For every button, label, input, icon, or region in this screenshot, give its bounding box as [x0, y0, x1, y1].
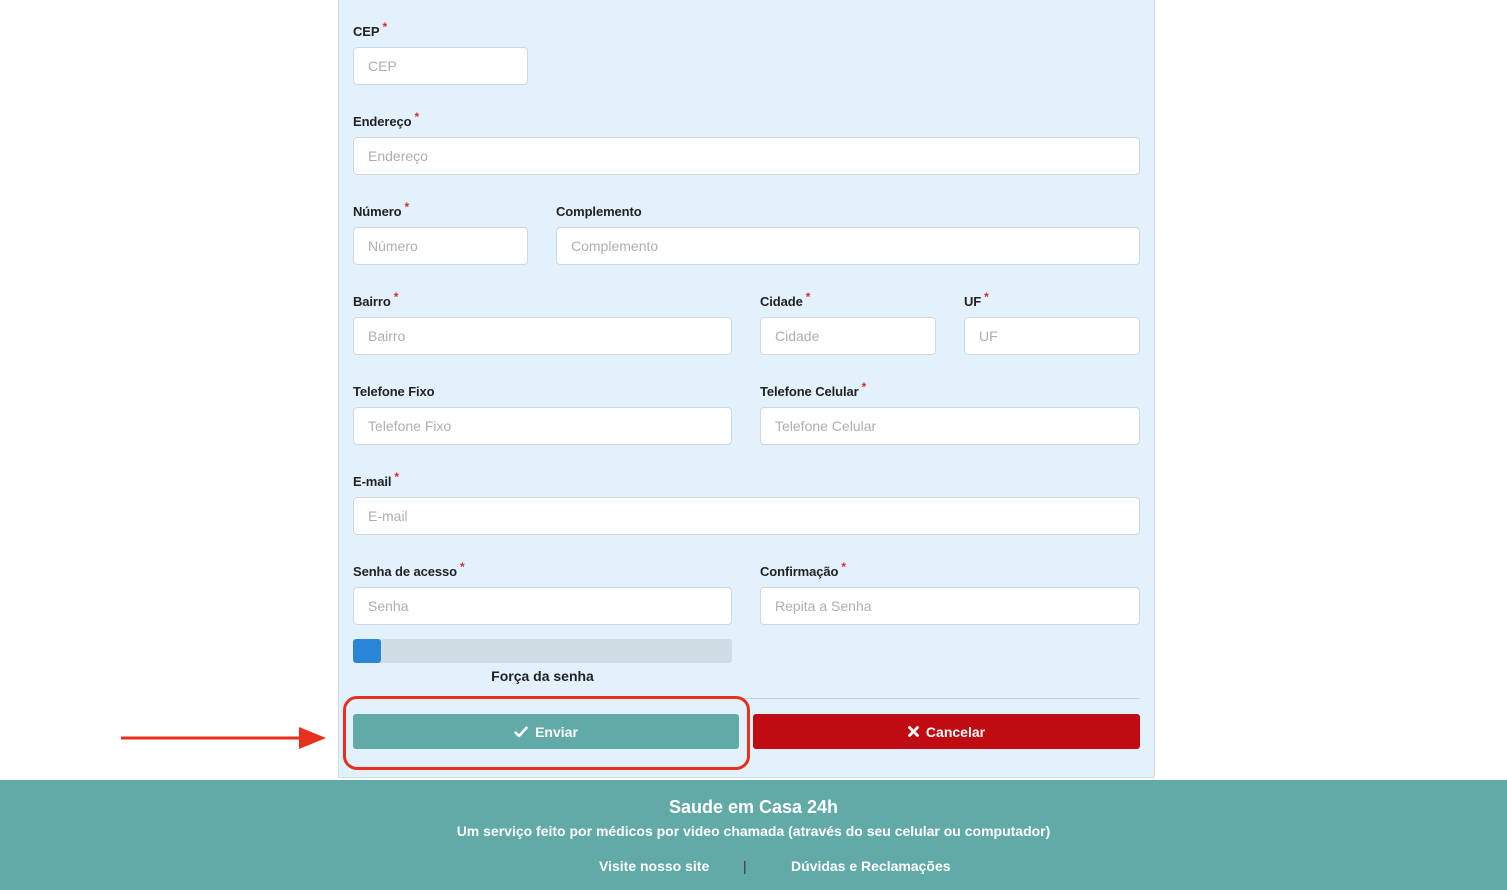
confirmacao-input[interactable]	[760, 587, 1140, 625]
telefone-celular-label: Telefone Celular *	[760, 380, 867, 399]
footer-separator: |	[743, 858, 747, 874]
footer-link-site[interactable]: Visite nosso site	[599, 858, 710, 874]
numero-input[interactable]	[353, 227, 528, 265]
telefone-fixo-input[interactable]	[353, 407, 732, 445]
numero-label: Número *	[353, 200, 410, 219]
bairro-input[interactable]	[353, 317, 732, 355]
password-strength-label: Força da senha	[491, 668, 594, 684]
annotation-arrow-icon	[121, 726, 327, 750]
complemento-input[interactable]	[556, 227, 1140, 265]
password-strength-bar	[353, 639, 732, 663]
complemento-label: Complemento	[556, 204, 642, 219]
senha-label: Senha de acesso *	[353, 560, 465, 579]
footer-subtitle: Um serviço feito por médicos por video chamada (através do seu celular ou computador)	[456, 823, 1051, 839]
divider	[353, 698, 1140, 699]
confirmacao-label: Confirmação *	[760, 560, 846, 579]
email-label: E-mail *	[353, 470, 399, 489]
cidade-label: Cidade *	[760, 290, 811, 309]
telefone-fixo-label: Telefone Fixo	[353, 384, 435, 399]
endereco-input[interactable]	[353, 137, 1140, 175]
cancelar-button[interactable]	[753, 714, 1140, 749]
check-icon	[514, 726, 528, 738]
close-icon	[908, 726, 919, 737]
cep-input[interactable]	[353, 47, 528, 85]
cidade-input[interactable]	[760, 317, 936, 355]
footer	[0, 780, 1507, 890]
email-input[interactable]	[353, 497, 1140, 535]
endereco-label: Endereço *	[353, 110, 420, 129]
enviar-button[interactable]	[353, 714, 739, 749]
bairro-label: Bairro *	[353, 290, 399, 309]
password-strength-fill	[353, 639, 381, 663]
enviar-button-label: Enviar	[535, 723, 578, 740]
footer-title: Saude em Casa 24h	[668, 797, 839, 817]
uf-input[interactable]	[964, 317, 1140, 355]
uf-label: UF *	[964, 290, 989, 309]
senha-input[interactable]	[353, 587, 732, 625]
cancelar-button-label: Cancelar	[925, 723, 986, 740]
telefone-celular-input[interactable]	[760, 407, 1140, 445]
footer-link-duvidas[interactable]: Dúvidas e Reclamações	[791, 858, 951, 874]
cep-label: CEP *	[353, 20, 388, 39]
